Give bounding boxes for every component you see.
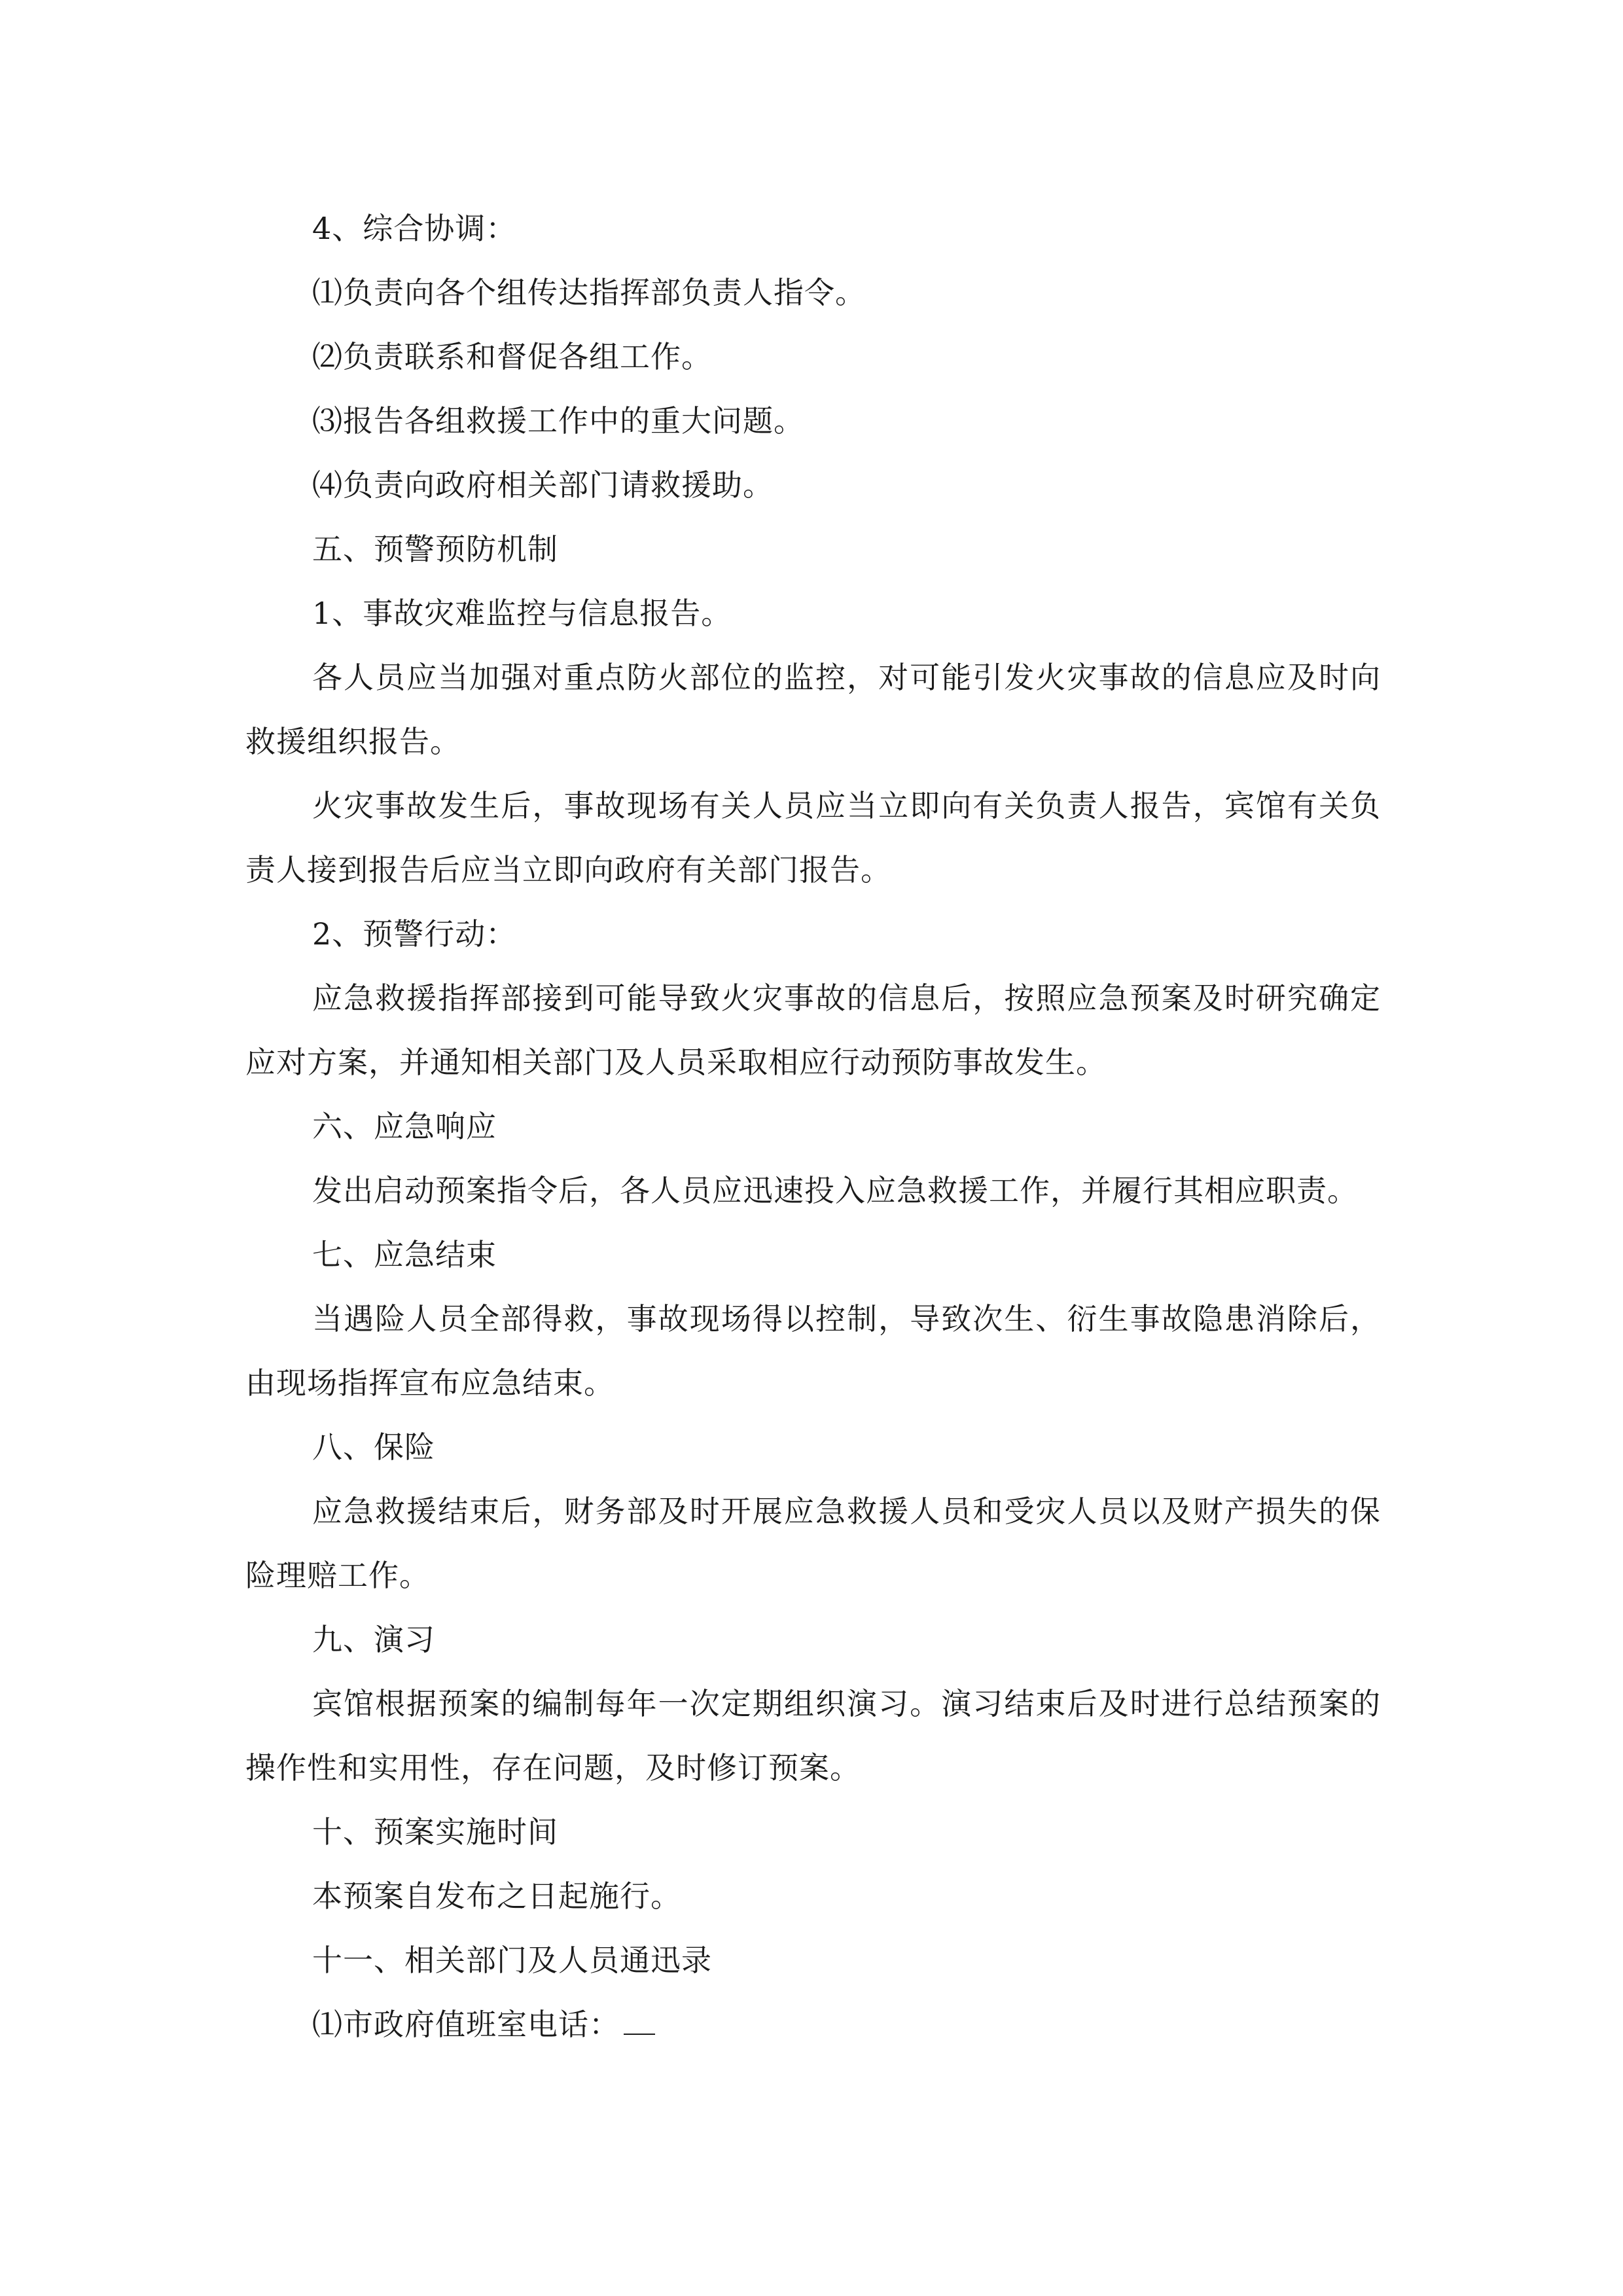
section-heading: 九、演习: [312, 1622, 435, 1657]
contact-label: ⑴市政府值班室电话：: [312, 2007, 620, 2042]
paragraph: ⑵负责联系和督促各组工作。: [312, 339, 712, 374]
paragraph: 应急救援指挥部接到可能导致火灾事故的信息后，按照应急预案及时研究确定应对方案，并通知相关部门及人员采取相应行动预防事故发生。: [245, 980, 1381, 1080]
paragraph: 1、事故灾难监控与信息报告。: [312, 596, 732, 631]
paragraph: ⑴负责向各个组传达指挥部负责人指令。: [312, 275, 866, 310]
paragraph: 火灾事故发生后，事故现场有关人员应当立即向有关负责人报告，宾馆有关负责人接到报告后应当立即向政府有关部门报告。: [245, 788, 1381, 888]
paragraph: ⑷负责向政府相关部门请救援助。: [312, 467, 774, 503]
section-heading: 五、预警预防机制: [312, 531, 558, 567]
paragraph: 宾馆根据预案的编制每年一次定期组织演习。演习结束后及时进行总结预案的操作性和实用性，存在问题，及时修订预案。: [245, 1686, 1381, 1785]
paragraph: 各人员应当加强对重点防火部位的监控，对可能引发火灾事故的信息应及时向救援组织报告。: [245, 660, 1381, 759]
paragraph: 本预案自发布之日起施行。: [312, 1878, 681, 1914]
section-heading: 七、应急结束: [312, 1237, 497, 1272]
paragraph: 当遇险人员全部得救，事故现场得以控制，导致次生、衍生事故隐患消除后，由现场指挥宣布应急结束。: [245, 1301, 1381, 1401]
section-heading: 八、保险: [312, 1429, 435, 1465]
paragraph: 2、预警行动：: [312, 916, 517, 952]
blank-underline: [624, 2007, 655, 2035]
section-heading: 十、预案实施时间: [312, 1814, 558, 1850]
paragraph: 应急救援结束后，财务部及时开展应急救援人员和受灾人员以及财产损失的保险理赔工作。: [245, 1494, 1381, 1593]
paragraph: 4、综合协调：: [312, 211, 517, 246]
paragraph: ⑶报告各组救援工作中的重大问题。: [312, 403, 804, 439]
section-heading: 十一、相关部门及人员通迅录: [312, 1943, 712, 1978]
paragraph: 发出启动预案指令后，各人员应迅速投入应急救援工作，并履行其相应职责。: [312, 1173, 1358, 1208]
contact-line: [245, 1992, 1381, 2056]
document-body: [245, 196, 1381, 2056]
section-heading: 六、应急响应: [312, 1109, 497, 1144]
